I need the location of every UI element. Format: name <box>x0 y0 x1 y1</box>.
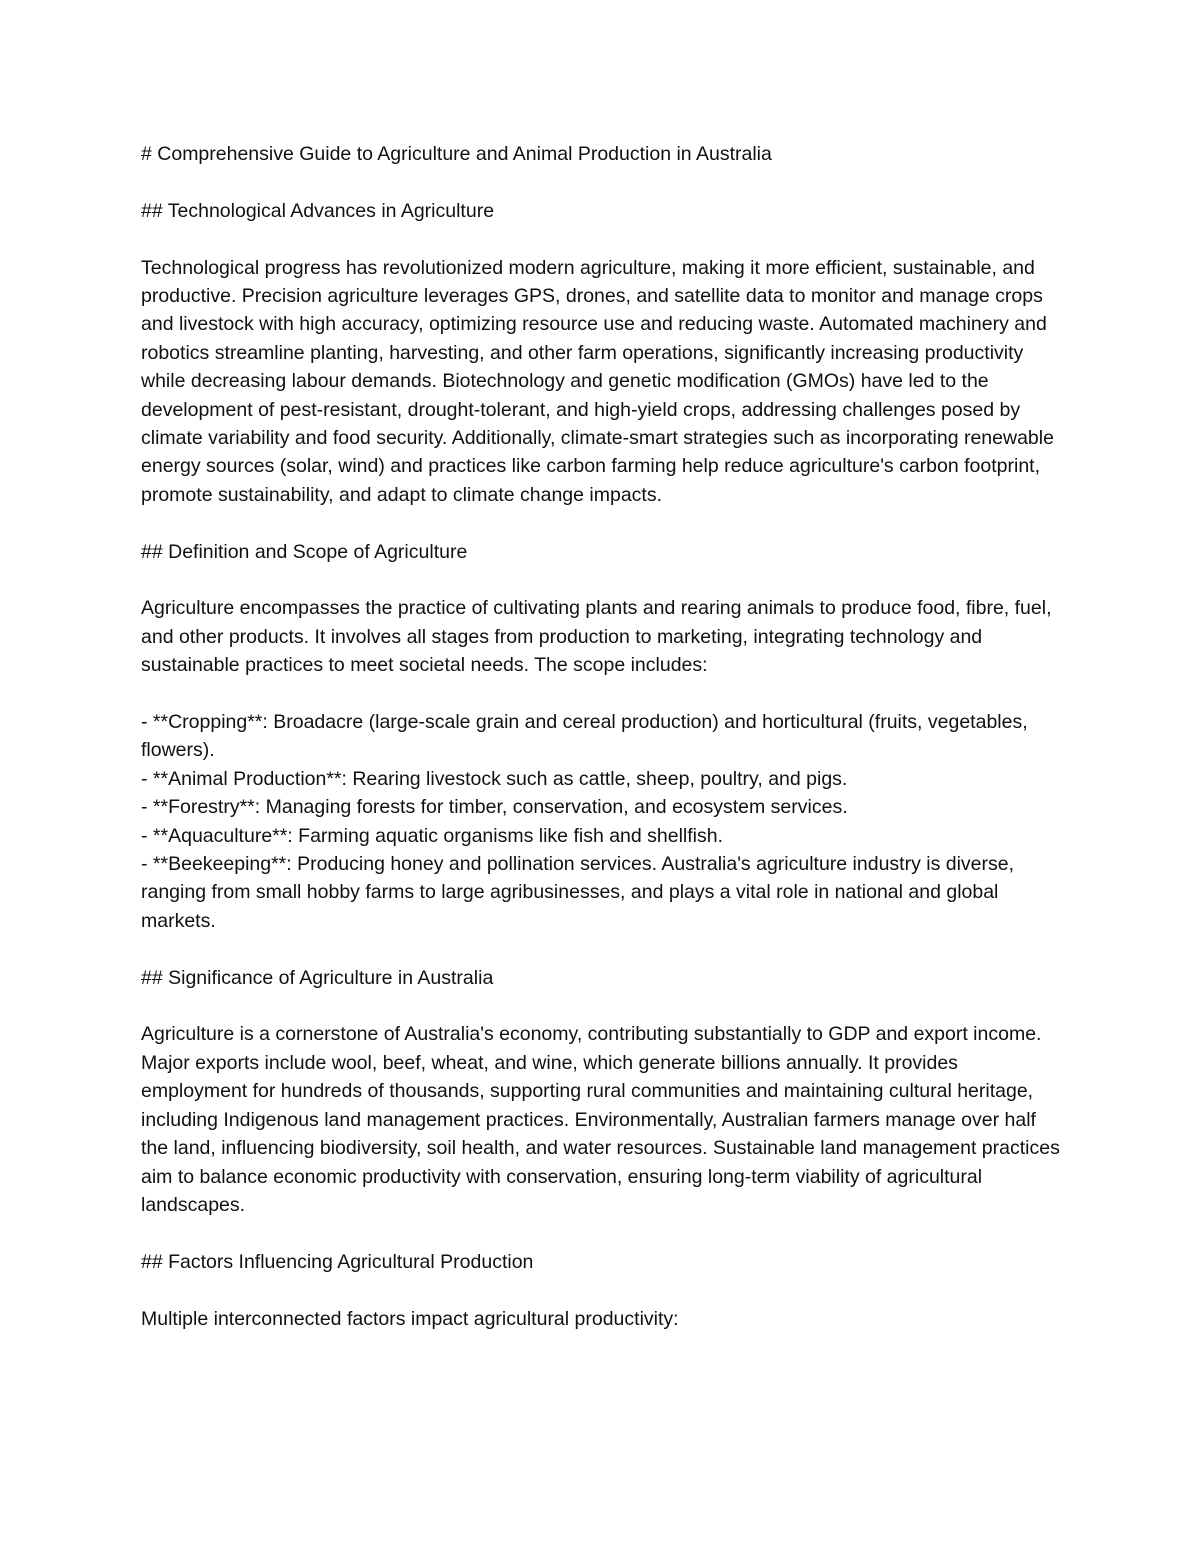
document-page <box>141 140 1066 1361</box>
section-heading-definition-scope: ## Definition and Scope of Agriculture <box>141 540 468 563</box>
list-item: - **Aquaculture**: Farming aquatic organisms like fish and shellfish. <box>141 824 724 847</box>
list-item: - **Forestry**: Managing forests for timber, conservation, and ecosystem services. <box>141 796 848 819</box>
section-heading-factors: ## Factors Influencing Agricultural Production <box>141 1250 534 1273</box>
list-item: - **Beekeeping**: Producing honey and pollination services. Australia's agriculture industry is diverse, ranging from small hobby farms to large agribusinesses, and plays a vital role in national and global markets. <box>141 853 1015 932</box>
list-item: - **Cropping**: Broadacre (large-scale grain and cereal production) and horticultural (fruits, vegetables, flowers). <box>141 711 1028 762</box>
section-paragraph-technological-advances: Technological progress has revolutionized modern agriculture, making it more efficient, sustainable, and productive. Precision agriculture leverages GPS, drones, and satellite data to monitor and manage crops and livestock with high accuracy, optimizing resource use and reducing waste. Automated machinery and robotics streamline planting, harvesting, and other farm operations, significantly increasing productivity while decreasing labour demands. Biotechnology and genetic modification (GMOs) have led to the development of pest-resistant, drought-tolerant, and high-yield crops, addressing challenges posed by climate variability and food security. Additionally, climate-smart strategies such as incorporating renewable energy sources (solar, wind) and practices like carbon farming help reduce agriculture's carbon footprint, promote sustainability, and adapt to climate change impacts. <box>141 256 1060 506</box>
section-heading-technological-advances: ## Technological Advances in Agriculture <box>141 199 495 222</box>
section-heading-significance: ## Significance of Agriculture in Australia <box>141 966 494 989</box>
section-paragraph-significance: Agriculture is a cornerstone of Australia's economy, contributing substantially to GDP and export income. Major exports include wool, beef, wheat, and wine, which generate billions annually. It provides employment for hundreds of thousands, supporting rural communities and maintaining cultural heritage, including Indigenous land management practices. Environmentally, Australian farmers manage over half the land, influencing biodiversity, soil health, and water resources. Sustainable land management practices aim to balance economic productivity with conservation, ensuring long-term viability of agricultural landscapes. <box>141 1023 1066 1216</box>
section-paragraph-factors: Multiple interconnected factors impact agricultural productivity: <box>141 1307 679 1330</box>
document-title: # Comprehensive Guide to Agriculture and Animal Production in Australia <box>141 143 772 165</box>
list-item: - **Animal Production**: Rearing livestock such as cattle, sheep, poultry, and pigs. <box>141 767 848 790</box>
section-paragraph-definition-scope: Agriculture encompasses the practice of cultivating plants and rearing animals to produce food, fibre, fuel, and other products. It involves all stages from production to marketing, integrating technology and sustainable practices to meet societal needs. The scope includes: <box>141 597 1057 677</box>
scope-list <box>141 708 1061 935</box>
